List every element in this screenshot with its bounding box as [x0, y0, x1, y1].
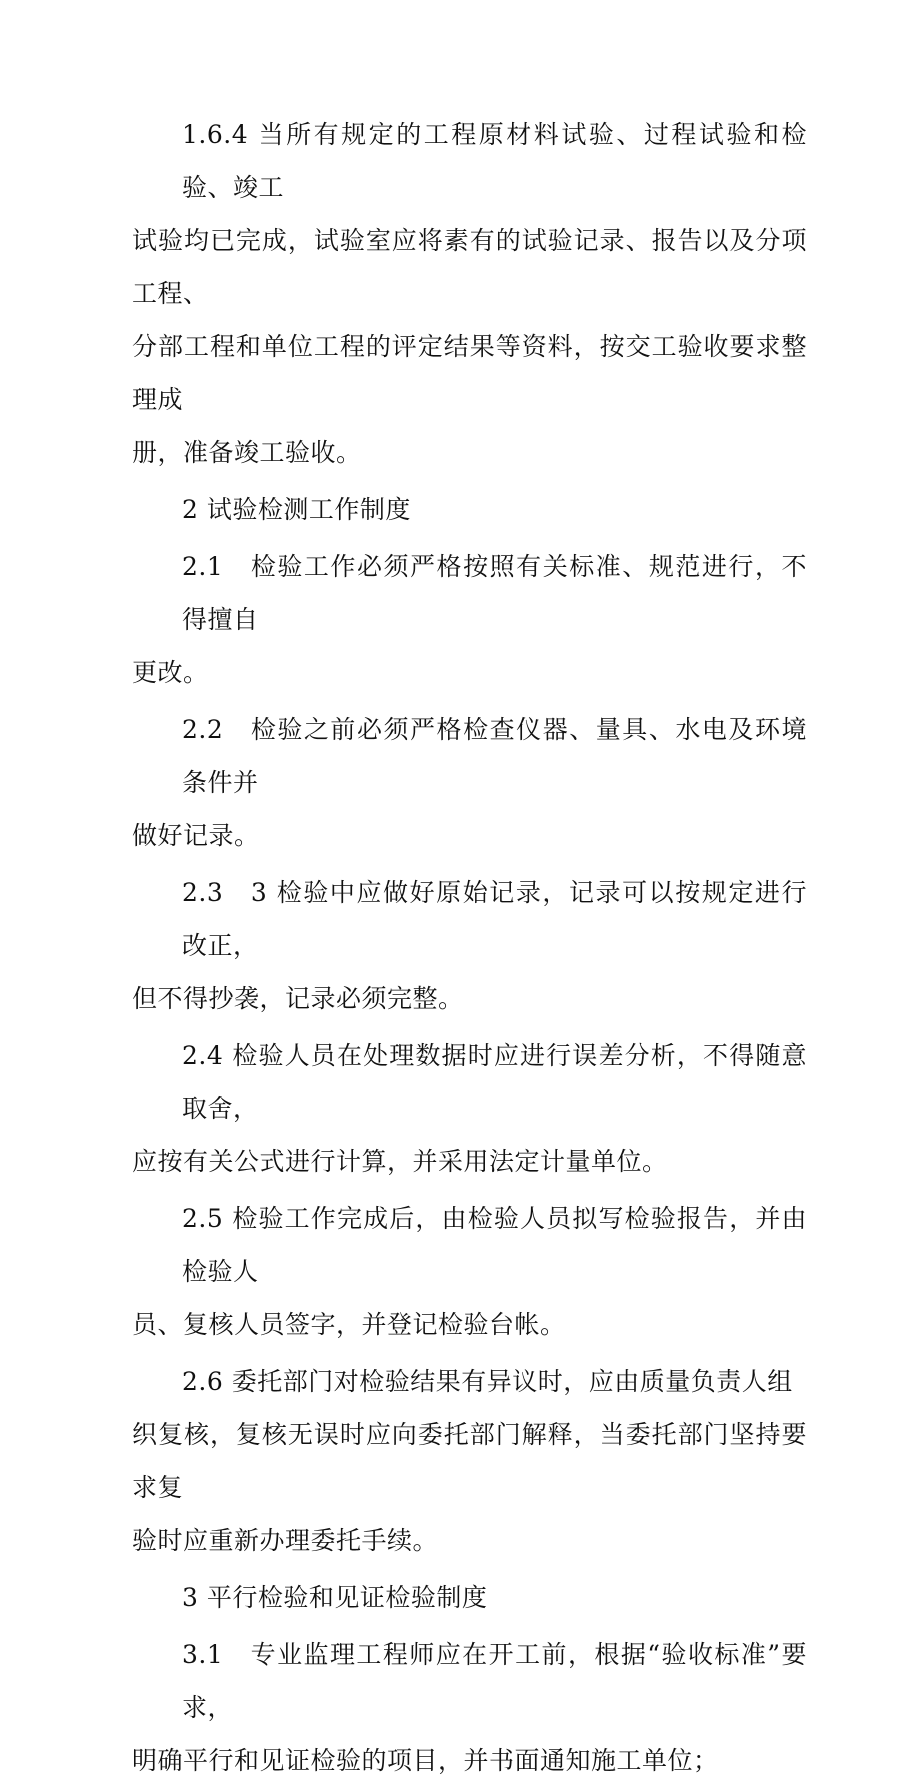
paragraph-p-3-1 [132, 1628, 807, 1787]
text-line: 3.1 专业监理工程师应在开工前，根据“验收标准”要求， [182, 1640, 807, 1722]
paragraph-h-3 [132, 1571, 807, 1624]
text-line: 3 平行检验和见证检验制度 [182, 1583, 488, 1612]
paragraph-p-1-6-4 [132, 108, 807, 479]
text-line: 2.2 检验之前必须严格检查仪器、量具、水电及环境条件并 [182, 715, 807, 797]
text-line: 做好记录。 [132, 821, 260, 850]
text-line: 织复核，复核无误时应向委托部门解释，当委托部门坚持要求复 [132, 1420, 807, 1502]
text-line: 分部工程和单位工程的评定结果等资料，按交工验收要求整理成 [132, 332, 807, 414]
text-line: 2.1 检验工作必须严格按照有关标准、规范进行，不得擅自 [182, 552, 807, 634]
paragraph-p-2-6 [132, 1355, 807, 1567]
text-line: 验时应重新办理委托手续。 [132, 1526, 439, 1555]
text-line: 但不得抄袭，记录必须完整。 [132, 984, 464, 1013]
text-line: 员、复核人员签字，并登记检验台帐。 [132, 1310, 566, 1339]
paragraph-p-2-5 [132, 1192, 807, 1351]
text-line: 试验均已完成，试验室应将素有的试验记录、报告以及分项工程、 [132, 226, 807, 308]
text-line: 册，准备竣工验收。 [132, 438, 362, 467]
paragraph-p-2-4 [132, 1029, 807, 1188]
paragraph-p-2-1 [132, 540, 807, 699]
text-line: 2 试验检测工作制度 [182, 495, 411, 524]
text-line: 2.3 3 检验中应做好原始记录，记录可以按规定进行改正， [182, 878, 807, 960]
paragraph-p-2-2 [132, 703, 807, 862]
text-line: 1.6.4 当所有规定的工程原材料试验、过程试验和检验、竣工 [182, 120, 807, 202]
text-line: 更改。 [132, 658, 209, 687]
text-line: 2.6 委托部门对检验结果有异议时，应由质量负责人组 [182, 1367, 793, 1396]
text-line: 2.4 检验人员在处理数据时应进行误差分析，不得随意取舍， [182, 1041, 807, 1123]
text-line: 2.5 检验工作完成后，由检验人员拟写检验报告，并由检验人 [182, 1204, 807, 1286]
text-line: 明确平行和见证检验的项目，并书面通知施工单位； [132, 1746, 719, 1775]
paragraph-p-2-3 [132, 866, 807, 1025]
document-body [132, 108, 807, 1787]
text-line: 应按有关公式进行计算，并采用法定计量单位。 [132, 1147, 668, 1176]
paragraph-h-2 [132, 483, 807, 536]
